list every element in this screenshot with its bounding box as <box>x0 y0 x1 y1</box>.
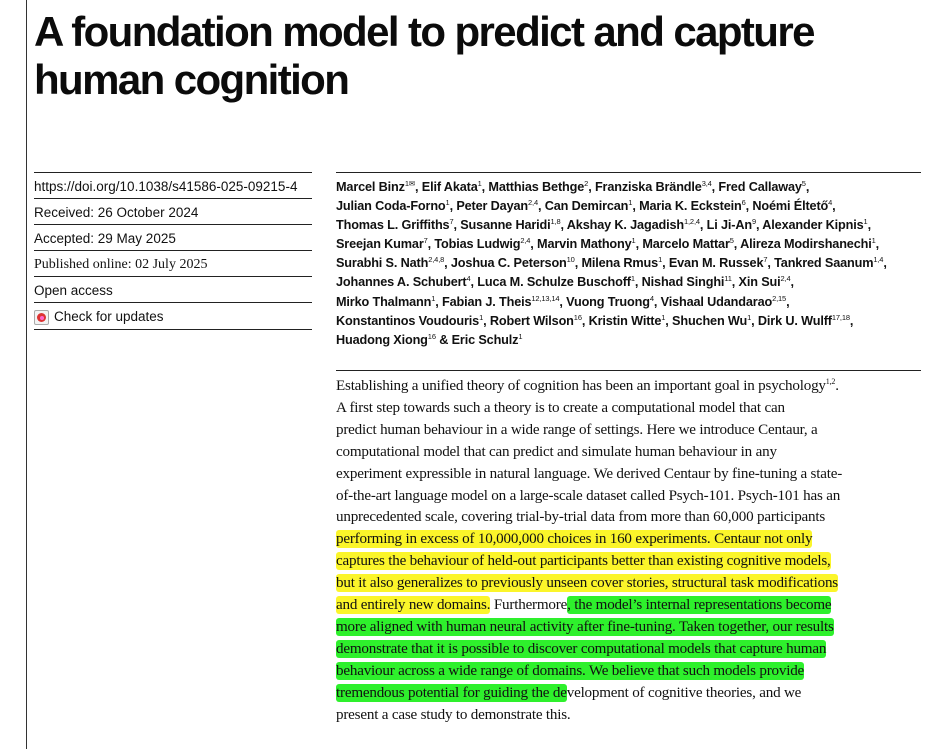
affiliation-superscript: 2,4 <box>520 236 531 246</box>
check-updates-row[interactable] <box>34 302 312 330</box>
highlight-green: demonstrate that it is possible to discover computational models that capture human <box>336 640 827 657</box>
abstract-line <box>336 617 936 639</box>
author-line <box>336 197 936 216</box>
affiliation-superscript: 1,4 <box>873 255 884 265</box>
affiliation-superscript: 5 <box>801 179 806 188</box>
text-span: , Alexander Kipnis <box>756 218 864 233</box>
abstract-line <box>336 486 936 508</box>
text-span: & Eric Schulz <box>435 332 519 347</box>
text-span: , <box>832 199 836 214</box>
affiliation-superscript: 2 <box>584 179 589 188</box>
author-line <box>336 216 936 235</box>
author-line <box>336 254 936 273</box>
author-list <box>336 178 936 350</box>
text-span: Huadong Xiong <box>336 332 428 347</box>
text-span: of-the-art language model on a large-scale dataset called Psych-101. Psych-101 has an <box>336 487 841 504</box>
highlight-yellow: captures the behaviour of held-out participants better than existing cognitive models, <box>336 553 831 570</box>
abstract-line <box>336 639 936 661</box>
abstract-line <box>336 529 936 551</box>
affiliation-superscript: 1 <box>871 236 876 246</box>
text-span: velopment of cognitive theories, and we <box>566 684 802 701</box>
affiliation-superscript: 5 <box>729 236 734 246</box>
text-span: experiment expressible in natural language. We derived Centaur by fine-tuning a state- <box>336 465 843 482</box>
author-line <box>336 273 936 292</box>
text-span: , Milena Rmus <box>574 256 659 271</box>
affiliation-superscript: 2,4 <box>780 274 791 284</box>
text-span: unprecedented scale, covering trial-by-trial data from more than 60,000 participants <box>336 509 826 526</box>
published-date: Published online: 02 July 2025 <box>34 250 312 276</box>
text-span: , Franziska Brändle <box>588 180 702 194</box>
abstract-line <box>336 464 936 486</box>
text-span: , Alireza Modirshanechi <box>733 237 872 252</box>
text-span: Johannes A. Schubert <box>336 275 467 290</box>
abstract-line <box>336 595 936 617</box>
affiliation-superscript: 1 <box>631 236 636 246</box>
affiliation-superscript: 1 <box>445 198 450 208</box>
affiliation-superscript: 7 <box>423 236 428 246</box>
article-title: A foundation model to predict and capture human cognition <box>34 8 814 103</box>
affiliation-superscript: 1✉ <box>404 179 416 188</box>
affiliation-superscript: 1 <box>477 179 482 188</box>
text-span: , Susanne Haridi <box>453 218 551 233</box>
affiliation-superscript: 1 <box>863 217 868 227</box>
affiliation-superscript: 2,15 <box>772 293 787 303</box>
text-span: Sreejan Kumar <box>336 237 424 252</box>
author-line <box>336 331 936 350</box>
text-span: present a case study to demonstrate this. <box>336 706 571 723</box>
author-line <box>336 235 936 254</box>
open-access-label: Open access <box>34 276 312 302</box>
accepted-date: Accepted: 29 May 2025 <box>34 224 312 250</box>
affiliation-superscript: 2,4 <box>528 198 538 208</box>
abstract-line <box>336 442 936 464</box>
text-span: , Robert Wilson <box>483 313 574 328</box>
text-span: , <box>875 237 879 252</box>
text-span: , Marvin Mathony <box>530 237 632 252</box>
text-span: Establishing a unified theory of cognition has been an important goal in psychology <box>336 378 826 394</box>
text-span: Julian Coda-Forno <box>336 199 446 214</box>
affiliation-superscript: 4 <box>466 274 471 284</box>
abstract-line <box>336 683 936 705</box>
text-span: , Vishaal Udandarao <box>653 294 773 309</box>
text-span: , Xin Sui <box>731 275 781 290</box>
affiliation-superscript: 3,4 <box>701 179 712 188</box>
check-updates-button[interactable] <box>34 308 312 326</box>
text-span: , Nishad Singhi <box>634 275 725 290</box>
affiliation-superscript: 4 <box>828 198 833 208</box>
text-span: , Shuchen Wu <box>665 313 748 328</box>
affiliation-superscript: 6 <box>741 198 746 208</box>
text-span: Mirko Thalmann <box>336 294 432 309</box>
affiliation-superscript: 1 <box>518 331 523 341</box>
affiliation-superscript: 1 <box>658 255 663 265</box>
text-span: , Fred Callaway <box>711 180 802 194</box>
text-span: , Tobias Ludwig <box>427 237 521 252</box>
text-span: , Dirk U. Wulff <box>751 313 832 328</box>
text-span: Thomas L. Griffiths <box>336 218 450 233</box>
text-span: , Evan M. Russek <box>662 256 764 271</box>
affiliation-superscript: 1 <box>747 312 752 322</box>
text-span: , <box>790 275 794 290</box>
author-line <box>336 312 936 331</box>
abstract-line <box>336 705 936 727</box>
affiliation-superscript: 1 <box>431 293 436 303</box>
text-span: Surabhi S. Nath <box>336 256 429 271</box>
affiliation-superscript: 1 <box>661 312 666 322</box>
abstract-top-rule <box>336 370 921 371</box>
abstract-line <box>336 507 936 529</box>
text-span: , Akshay K. Jagadish <box>560 218 684 233</box>
text-span: , Tankred Saanum <box>767 256 874 271</box>
affiliation-superscript: 1 <box>479 312 484 322</box>
affiliation-superscript: 1,2 <box>825 377 836 386</box>
affiliation-superscript: 16 <box>427 331 436 341</box>
text-span: , Maria K. Eckstein <box>632 199 742 214</box>
text-span: , Fabian J. Theis <box>435 294 532 309</box>
abstract-line <box>336 376 936 398</box>
abstract-line <box>336 661 936 683</box>
affiliation-superscript: 9 <box>751 217 757 227</box>
text-span: , Matthias Bethge <box>481 180 585 194</box>
affiliation-superscript: 4 <box>649 293 654 303</box>
text-span: , Joshua C. Peterson <box>444 256 567 271</box>
affiliation-superscript: 1,2,4 <box>683 217 700 227</box>
text-span: , Marcelo Mattar <box>635 237 730 252</box>
affiliation-superscript: 2,4,8 <box>428 255 445 265</box>
affiliation-superscript: 16 <box>573 312 582 322</box>
affiliation-superscript: 11 <box>724 274 732 284</box>
affiliation-superscript: 7 <box>449 217 454 227</box>
received-date: Received: 26 October 2024 <box>34 198 312 224</box>
text-span: Marcel Binz <box>336 180 405 194</box>
text-span: Furthermore <box>490 597 568 614</box>
text-span: , Noémi Éltető <box>745 199 829 214</box>
text-span: , <box>786 294 790 309</box>
text-span: , <box>883 256 887 271</box>
abstract-line <box>336 398 936 420</box>
text-span: , Vuong Truong <box>559 294 650 309</box>
highlight-green: , the model’s internal representations become <box>567 597 832 614</box>
affiliation-superscript: 1 <box>628 198 633 208</box>
doi-row <box>34 172 312 198</box>
highlight-green: tremendous potential for guiding the de <box>336 684 567 701</box>
doi-link[interactable]: https://doi.org/10.1038/s41586-025-09215-4 <box>34 179 298 194</box>
authors-top-rule <box>336 172 921 173</box>
highlight-yellow: but it also generalizes to previously unseen cover stories, structural task modifications <box>336 575 838 592</box>
text-span: , Kristin Witte <box>581 313 662 328</box>
affiliation-superscript: 1 <box>630 274 635 284</box>
text-span: , <box>849 313 854 328</box>
text-span: , Elif Akata <box>415 180 478 194</box>
affiliation-superscript: 17,18 <box>831 312 850 322</box>
affiliation-superscript: 12,13,14 <box>531 293 560 303</box>
abstract-line <box>336 573 936 595</box>
check-updates-label: Check for updates <box>54 309 164 324</box>
text-span: predict human behaviour in a wide range of settings. Here we introduce Centaur, a <box>336 421 818 438</box>
highlight-yellow: and entirely new domains. <box>336 597 491 614</box>
text-span: , Peter Dayan <box>449 199 529 214</box>
text-span: , Can Demircan <box>538 199 629 214</box>
highlight-yellow: performing in excess of 10,000,000 choices in 160 experiments. Centaur not only <box>336 531 813 548</box>
text-span: A first step towards such a theory is to create a computational model that can <box>336 399 785 416</box>
text-span: , <box>867 218 871 233</box>
text-span: . <box>835 378 839 394</box>
affiliation-superscript: 10 <box>566 255 575 265</box>
abstract <box>336 376 936 727</box>
affiliation-superscript: 7 <box>763 255 768 265</box>
article-metadata <box>34 172 312 330</box>
crossmark-icon <box>34 310 49 325</box>
text-span: , <box>805 180 810 194</box>
affiliation-superscript: 1,8 <box>550 217 561 227</box>
left-margin-rule <box>26 0 27 749</box>
text-span: , Luca M. Schulze Buschoff <box>470 275 631 290</box>
highlight-green: more aligned with human neural activity after fine-tuning. Taken together, our results <box>336 618 834 635</box>
abstract-line <box>336 420 936 442</box>
abstract-line <box>336 551 936 573</box>
text-span: Konstantinos Voudouris <box>336 313 480 328</box>
author-line <box>336 293 936 312</box>
text-span: , Li Ji-An <box>699 218 752 233</box>
text-span: computational model that can predict and simulate human behaviour in any <box>336 443 777 460</box>
highlight-green: behaviour across a wide range of domains. We believe that such models provide <box>336 662 805 679</box>
author-line <box>336 178 936 197</box>
